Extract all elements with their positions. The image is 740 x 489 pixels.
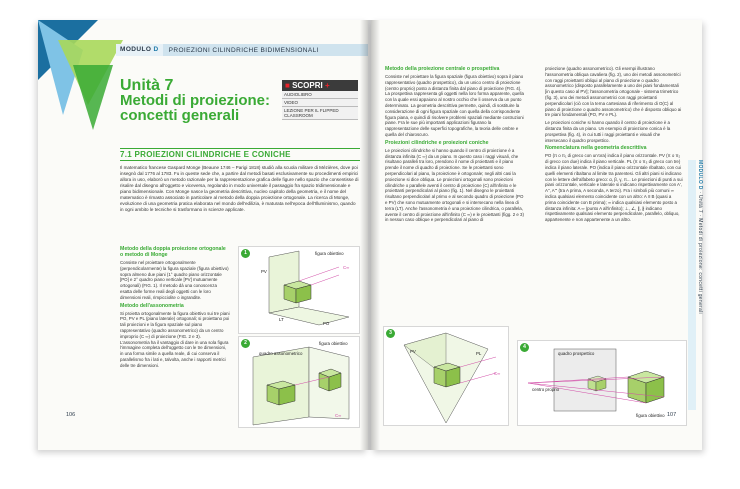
figure-2-label-quadro: quadro assonometrico [259,351,303,356]
figure-1-label-c: C∞ [343,265,350,270]
cylindrical-conic-text: Le proiezioni cilindriche si hanno quando il centro di proiezione è a distanza infinita (C ∞) da un piano. In questo caso i raggi visuali, che risultano paralleli tra loro, prendono il nome di proiettanti e il piano prende il nome di quadro di proiezione. Se le proiettanti sono perpendicolari al piano, la proiezione è ortogonale; negli altri casi la proiezione si dice obliqua. Le proiezioni ortogonali sono proiezioni cilindriche o parallele aventi il centro di proiezione (C) all'infinito e le proiettanti perpendicolari al piano (fig. 1). Nel disegno le proiettanti risultano perpendicolari al primo e al secondo quadro di proiezione (PO e PV) che sono mutuamente ortogonali e si intersecano nella linea di terra (LT). Anche l'assonometria è una proiezione cilindrica, o parallela, avente il centro di proiezione all'infinito (C ∞) e le proiettanti (figg. 2 e 3) in nessun caso oblique e perpendicolari al piano di [385,147,524,223]
figure-1-label-pv: PV [261,269,267,274]
unit-title-line1: Metodi di proiezione: [120,92,270,109]
conic-projections-text: Le proiezioni coniche si hanno quando il centro di proiezione è a distanza finita da un piano. Un esempio di proiezione conica è la prospettiva (fig. 4), in cui tutti i raggi proiettanti e visuali che intersecano il quadro prospettico. [545,120,671,143]
figure-3-label-pl: PL [476,351,482,356]
side-strip-text: MODULO D · Unità 7 · Metodi di proiezione: concetti generali [697,160,703,314]
unit-title [120,78,270,123]
axonometry-examples-text: proiezione (quadro assonometrico). Gli esempi illustrano l'assonometria obliqua cavaliera (fig. 2), uno dei metodi assonometrici con raggi proiettanti obliqui al piano di proiezione o quadro assonometrico (disposto parallelamente a uno dei piani fondamentali [in questo caso al PV]; l'assonometria ortogonale - sistema trimetrico (fig. 3), uno dei metodi assonometrici con raggi proiettanti perpendicolari (ciò con la terna cartesiana di riferimento di O(C) al piano di proiezione o quadro assonometrico) che è disposto obliquo ai tre piani fondamentali (PO, PV e PL). [545,66,682,118]
figure-1-label-target: figura obiettivo [315,251,344,256]
figure-4-label-quadro: quadro prospettico [558,351,595,356]
unit-number: Unità 7 [120,77,174,94]
figure-2 [238,336,360,428]
figure-1-label-lt: LT [279,317,284,322]
left-page [38,20,368,450]
central-projection-text: Consiste nel proiettare la figura spaziale (figura obiettivo) sopra il piano rappresentativo (quadro prospettico), da un unico centro di proiezione (centro proprio) posto a distanza finita dal piano di proiezione (FIG. 4). La prospettiva rappresenta gli oggetti nella loro forma apparente, quella con la quale essi appaiono al nostro occhio che li osserva da un punto determinato. La geometria descrittiva permette, quindi, di sostituire la considerazione di ogni figura spaziale con quella della corrispondente figura piana, e quindi di risolvere problemi spaziali mediante costruzioni piane. Fra le sue più importanti applicazioni figurano la rappresentazione delle superfici topografiche, la teoria delle ombre e quella del chiaroscuro. [385,74,524,137]
central-projection-heading: Metodo della proiezione centrale o prospettiva [385,66,500,72]
figure-2-number: 2 [241,339,250,348]
cylindrical-conic-heading: Proiezioni cilindriche e proiezioni coniche [385,139,489,146]
decorative-triangles [38,20,128,140]
figure-1-drawing [239,247,359,333]
scopri-box[interactable] [282,80,358,120]
figure-2-label-target: figura obiettivo [319,341,348,346]
figure-3-drawing [384,327,508,425]
axonometry-heading: Metodo dell'assonometria [120,302,184,309]
figure-2-label-c: C∞ [335,413,342,418]
side-strip [688,160,703,410]
figure-4 [517,340,687,426]
axonometry-text: Si proietta ortogonalmente la figura obiettivo sui tre piani PO, PV e PL (piano laterale) ortogonali; si proiettano poi tali proiezioni e la figura spaziale sul piano rappresentativo (quadro assonometrico) da un centro improprio (C ∞) di proiezione (FIG. 2 e 3). L'assonometria ha il vantaggio di dare in una sola figura l'immagine completa dell'oggetto con le tre dimensioni, in una forma simile a quella reale, di cui conserva il parallelismo fra i lati e, talvolta, anche i rapporti metrici delle tre dimensioni. [120,310,230,368]
section-title: 7.1 PROIEZIONI CILINDRICHE E CONICHE [120,148,360,161]
figure-1 [238,246,360,334]
nomenclature-heading: Nomenclatura nella geometria descrittiva [545,145,647,152]
left-page-number: 106 [66,412,76,418]
figure-3-number: 3 [386,329,395,338]
unit-title-line2: concetti generali [120,107,240,124]
left-column [120,246,230,371]
open-book [38,20,702,450]
module-title: PROIEZIONI CILINDRICHE BIDIMENSIONALI [168,46,319,54]
intro-paragraph: Il matematico francese Gaspard Monge (Beaune 1746 – Parigi 1818) studiò alla scuola militare di Mézières, dove poi insegnò dal 1776 al 1783. Fu in queste sede che, a partire dal metodi basati esclusivamente su procedimenti empirici allora in uso, elaborò un metodo razionale per la rappresentazione grafica delle figure nello spazio che consentisse di risalire dal disegno all'oggetto e viceversa, regolando in modo universale il passaggio fra spazio tridimensionale e piano bidimensionale. Con Monge nasce la geometria descrittiva, nucleo capitolo della geometria, e il nome del matematico è rimasto associato in particolare al metodo della doppia proiezione ortogonale. La ricerca di Monge, evoluzione di una geometria pratica elaborata nel mondo dell'edilizia, è maturata nell'epoca dell'Illuminismo, quando in ogni ambito le tecniche si trasformano in scienze applicate. [120,165,359,212]
right-column-2 [545,66,683,225]
figure-3-label-c: C∞ [494,371,501,376]
figure-3 [383,326,509,426]
module-bar [116,44,368,56]
book-gutter [360,20,380,450]
figure-4-label-center: centro proprio [532,387,560,392]
nomenclature-text: PO (π o π₁ di greco con un'ora) indica il piano orizzontale. PV (π o π₂ di greco con due) indica il piano verticale. PL (π o π₃ di greco con tre) indica il piano laterale. PO (indica il piano orizzontale ribaltato, con cui quelli elementi ribaltano al limite tra parentesi. Gli altri piani si indicano con le lettere dell'alfabeto greco: α, β, γ, π... Le proiezioni di punti a sui piani orizzontale, verticale e laterale si indicano rispettivamente con A', A'', A''' (tra A prima, A seconda, A terzo). Fra i simboli più comuni ∞ indica qualsiasi elemento coincidente con un altro: A ≡ B (quasi a prima coincidente con B prima); ∞ indica qualsiasi elemento posto a distanza infinita: A ∞ (punto A all'infinito); ⊥, ∠, ∥, ∦ indicano rispettivamente qualsiasi elemento perpendicolare, parallelo, obliquo, appartenente e non appartenente a un altro. [545,153,683,223]
scopri-logo-icon: ■ [285,81,293,90]
scopri-header: ■ SCOPRI + [282,80,358,91]
module-tag: MODULO D [116,44,163,56]
figure-1-label-po: PO [323,321,330,326]
figure-1-number: 1 [241,249,250,258]
scopri-item-lesson[interactable]: LEZIONE PER IL FLIPPED CLASSROOM [282,107,358,120]
figure-4-label-target: figura obiettivo [636,413,665,418]
scopri-item-video[interactable]: VIDEO [282,99,358,107]
right-column-1 [385,66,525,225]
scopri-item-audiobook[interactable]: AUDIOLIBRO [282,91,358,99]
right-page-number: 107 [667,412,677,418]
figure-3-label-pv: PV [410,349,416,354]
right-page [371,20,702,450]
monge-method-text: Consiste nel proiettare ortogonalmente (perpendicolarmente) la figura spaziale (figura obiettivo) sopra almeno due piani (1° quadro piano orizzontale [PO] e 2° quadro piano verticale [PV] mutuamente ortogonali) (FIG. 1). Il metodo dà una conoscenza esatta delle forme reali degli oggetti con le loro dimensioni reali, rimpicciolite o ingrandite. [120,260,229,300]
monge-method-heading: Metodo della doppia proiezione ortogonale o metodo di Monge [120,246,226,258]
figure-4-number: 4 [520,343,529,352]
